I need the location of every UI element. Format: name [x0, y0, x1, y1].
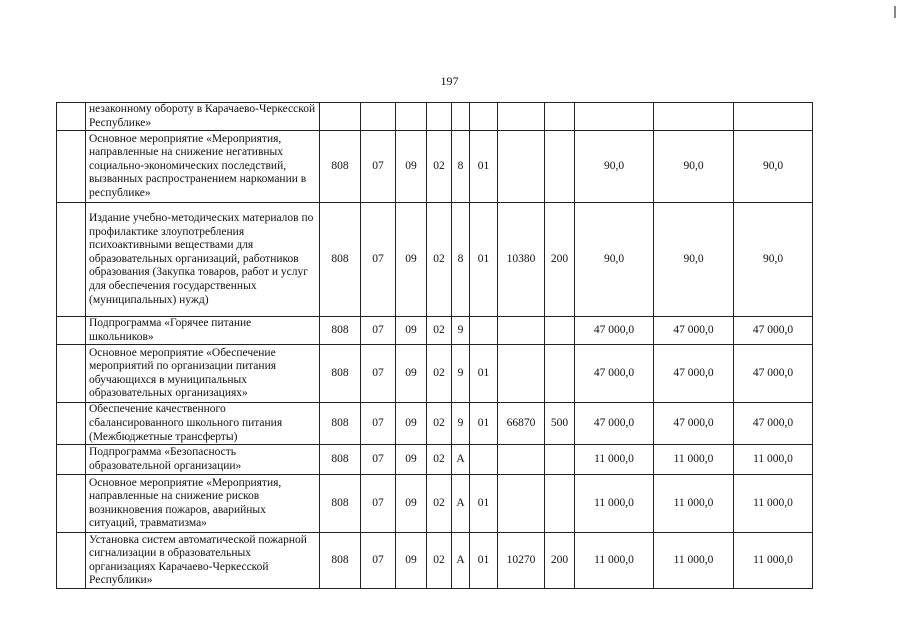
amount-year-3-cell	[734, 103, 813, 131]
direction-cell	[498, 317, 545, 345]
subprogram-cell: А	[452, 445, 470, 475]
subsection-cell	[396, 103, 427, 131]
item-name-cell: Основное мероприятие «Мероприятия, направленные на снижение рисков возникновения пожаров, аварийных ситуаций, травматизма»	[86, 475, 320, 533]
table-row	[57, 533, 813, 589]
table-row	[57, 403, 813, 445]
direction-cell: 10270	[498, 533, 545, 589]
amount-year-2-cell: 11 000,0	[654, 533, 734, 589]
amount-year-2-cell: 90,0	[654, 131, 734, 203]
item-name-cell: Основное мероприятие «Мероприятия, направленные на снижение негативных социально-экономических последствий, вызванных распространением наркомании в республике»	[86, 131, 320, 203]
admin-code-cell	[320, 103, 361, 131]
expense-type-cell	[545, 317, 575, 345]
admin-code-cell: 808	[320, 317, 361, 345]
direction-cell	[498, 131, 545, 203]
subsection-cell: 09	[396, 203, 427, 317]
program-cell: 02	[427, 131, 452, 203]
subsection-cell: 09	[396, 445, 427, 475]
table-row	[57, 317, 813, 345]
amount-year-3-cell: 11 000,0	[734, 475, 813, 533]
direction-cell: 66870	[498, 403, 545, 445]
program-cell: 02	[427, 203, 452, 317]
subprogram-cell	[452, 103, 470, 131]
program-cell: 02	[427, 475, 452, 533]
main-activity-cell: 01	[470, 403, 498, 445]
expense-type-cell	[545, 345, 575, 403]
program-cell: 02	[427, 445, 452, 475]
subprogram-cell: 9	[452, 345, 470, 403]
subsection-cell: 09	[396, 345, 427, 403]
amount-year-3-cell: 90,0	[734, 131, 813, 203]
expense-type-cell: 200	[545, 533, 575, 589]
amount-year-3-cell: 47 000,0	[734, 345, 813, 403]
direction-cell	[498, 445, 545, 475]
main-activity-cell: 01	[470, 203, 498, 317]
program-cell: 02	[427, 317, 452, 345]
budget-table	[56, 102, 813, 589]
table-row	[57, 445, 813, 475]
section-cell: 07	[361, 403, 396, 445]
amount-year-3-cell: 11 000,0	[734, 445, 813, 475]
direction-cell	[498, 345, 545, 403]
row-number-cell	[57, 317, 86, 345]
amount-year-1-cell: 90,0	[575, 203, 654, 317]
admin-code-cell: 808	[320, 403, 361, 445]
item-name-cell: Подпрограмма «Горячее питание школьников»	[86, 317, 320, 345]
item-name-cell: Издание учебно-методических материалов по профилактике злоупотребления психоактивными веществами для образовательных организаций, работников образования (Закупка товаров, работ и услуг для обеспечения государственных (муниципальных) нужд)	[86, 203, 320, 317]
main-activity-cell: 01	[470, 131, 498, 203]
subsection-cell: 09	[396, 131, 427, 203]
direction-cell	[498, 103, 545, 131]
table-row	[57, 345, 813, 403]
table-row	[57, 203, 813, 317]
admin-code-cell: 808	[320, 345, 361, 403]
row-number-cell	[57, 345, 86, 403]
expense-type-cell: 200	[545, 203, 575, 317]
amount-year-1-cell: 47 000,0	[575, 317, 654, 345]
subprogram-cell: 9	[452, 403, 470, 445]
table-row	[57, 103, 813, 131]
amount-year-2-cell: 11 000,0	[654, 445, 734, 475]
item-name-cell: Установка систем автоматической пожарной сигнализации в образовательных организациях Карачаево-Черкесской Республики»	[86, 533, 320, 589]
main-activity-cell: 01	[470, 475, 498, 533]
table-row	[57, 475, 813, 533]
admin-code-cell: 808	[320, 475, 361, 533]
section-cell: 07	[361, 131, 396, 203]
expense-type-cell	[545, 103, 575, 131]
row-number-cell	[57, 403, 86, 445]
amount-year-1-cell: 11 000,0	[575, 533, 654, 589]
subsection-cell: 09	[396, 475, 427, 533]
row-number-cell	[57, 203, 86, 317]
main-activity-cell: 01	[470, 345, 498, 403]
amount-year-2-cell: 11 000,0	[654, 475, 734, 533]
subprogram-cell: 8	[452, 203, 470, 317]
expense-type-cell	[545, 445, 575, 475]
direction-cell: 10380	[498, 203, 545, 317]
admin-code-cell: 808	[320, 131, 361, 203]
program-cell: 02	[427, 345, 452, 403]
admin-code-cell: 808	[320, 203, 361, 317]
section-cell: 07	[361, 533, 396, 589]
item-name-cell: незаконному обороту в Карачаево-Черкесской Республике»	[86, 103, 320, 131]
subprogram-cell: 9	[452, 317, 470, 345]
amount-year-2-cell: 47 000,0	[654, 345, 734, 403]
expense-type-cell	[545, 475, 575, 533]
amount-year-2-cell: 47 000,0	[654, 317, 734, 345]
amount-year-3-cell: 11 000,0	[734, 533, 813, 589]
section-cell: 07	[361, 445, 396, 475]
amount-year-1-cell: 90,0	[575, 131, 654, 203]
main-activity-cell	[470, 317, 498, 345]
item-name-cell: Подпрограмма «Безопасность образовательной организации»	[86, 445, 320, 475]
program-cell: 02	[427, 533, 452, 589]
amount-year-1-cell: 11 000,0	[575, 475, 654, 533]
scan-edge-mark	[894, 6, 896, 18]
section-cell: 07	[361, 203, 396, 317]
section-cell	[361, 103, 396, 131]
row-number-cell	[57, 131, 86, 203]
amount-year-3-cell: 47 000,0	[734, 317, 813, 345]
subsection-cell: 09	[396, 317, 427, 345]
admin-code-cell: 808	[320, 445, 361, 475]
section-cell: 07	[361, 475, 396, 533]
table-row	[57, 131, 813, 203]
expense-type-cell: 500	[545, 403, 575, 445]
row-number-cell	[57, 475, 86, 533]
main-activity-cell: 01	[470, 533, 498, 589]
amount-year-2-cell: 47 000,0	[654, 403, 734, 445]
amount-year-1-cell: 47 000,0	[575, 403, 654, 445]
amount-year-2-cell	[654, 103, 734, 131]
direction-cell	[498, 475, 545, 533]
item-name-cell: Обеспечение качественного сбалансированного школьного питания (Межбюджетные трансферты)	[86, 403, 320, 445]
subprogram-cell: А	[452, 475, 470, 533]
table-body	[57, 103, 813, 589]
amount-year-2-cell: 90,0	[654, 203, 734, 317]
program-cell: 02	[427, 403, 452, 445]
row-number-cell	[57, 103, 86, 131]
amount-year-1-cell: 11 000,0	[575, 445, 654, 475]
program-cell	[427, 103, 452, 131]
section-cell: 07	[361, 345, 396, 403]
admin-code-cell: 808	[320, 533, 361, 589]
item-name-cell: Основное мероприятие «Обеспечение мероприятий по организации питания обучающихся в муниципальных образовательных организациях»	[86, 345, 320, 403]
section-cell: 07	[361, 317, 396, 345]
amount-year-3-cell: 47 000,0	[734, 403, 813, 445]
row-number-cell	[57, 533, 86, 589]
subsection-cell: 09	[396, 403, 427, 445]
subprogram-cell: А	[452, 533, 470, 589]
main-activity-cell	[470, 103, 498, 131]
main-activity-cell	[470, 445, 498, 475]
subprogram-cell: 8	[452, 131, 470, 203]
row-number-cell	[57, 445, 86, 475]
amount-year-1-cell	[575, 103, 654, 131]
amount-year-3-cell: 90,0	[734, 203, 813, 317]
amount-year-1-cell: 47 000,0	[575, 345, 654, 403]
expense-type-cell	[545, 131, 575, 203]
page-number: 197	[440, 74, 459, 88]
subsection-cell: 09	[396, 533, 427, 589]
